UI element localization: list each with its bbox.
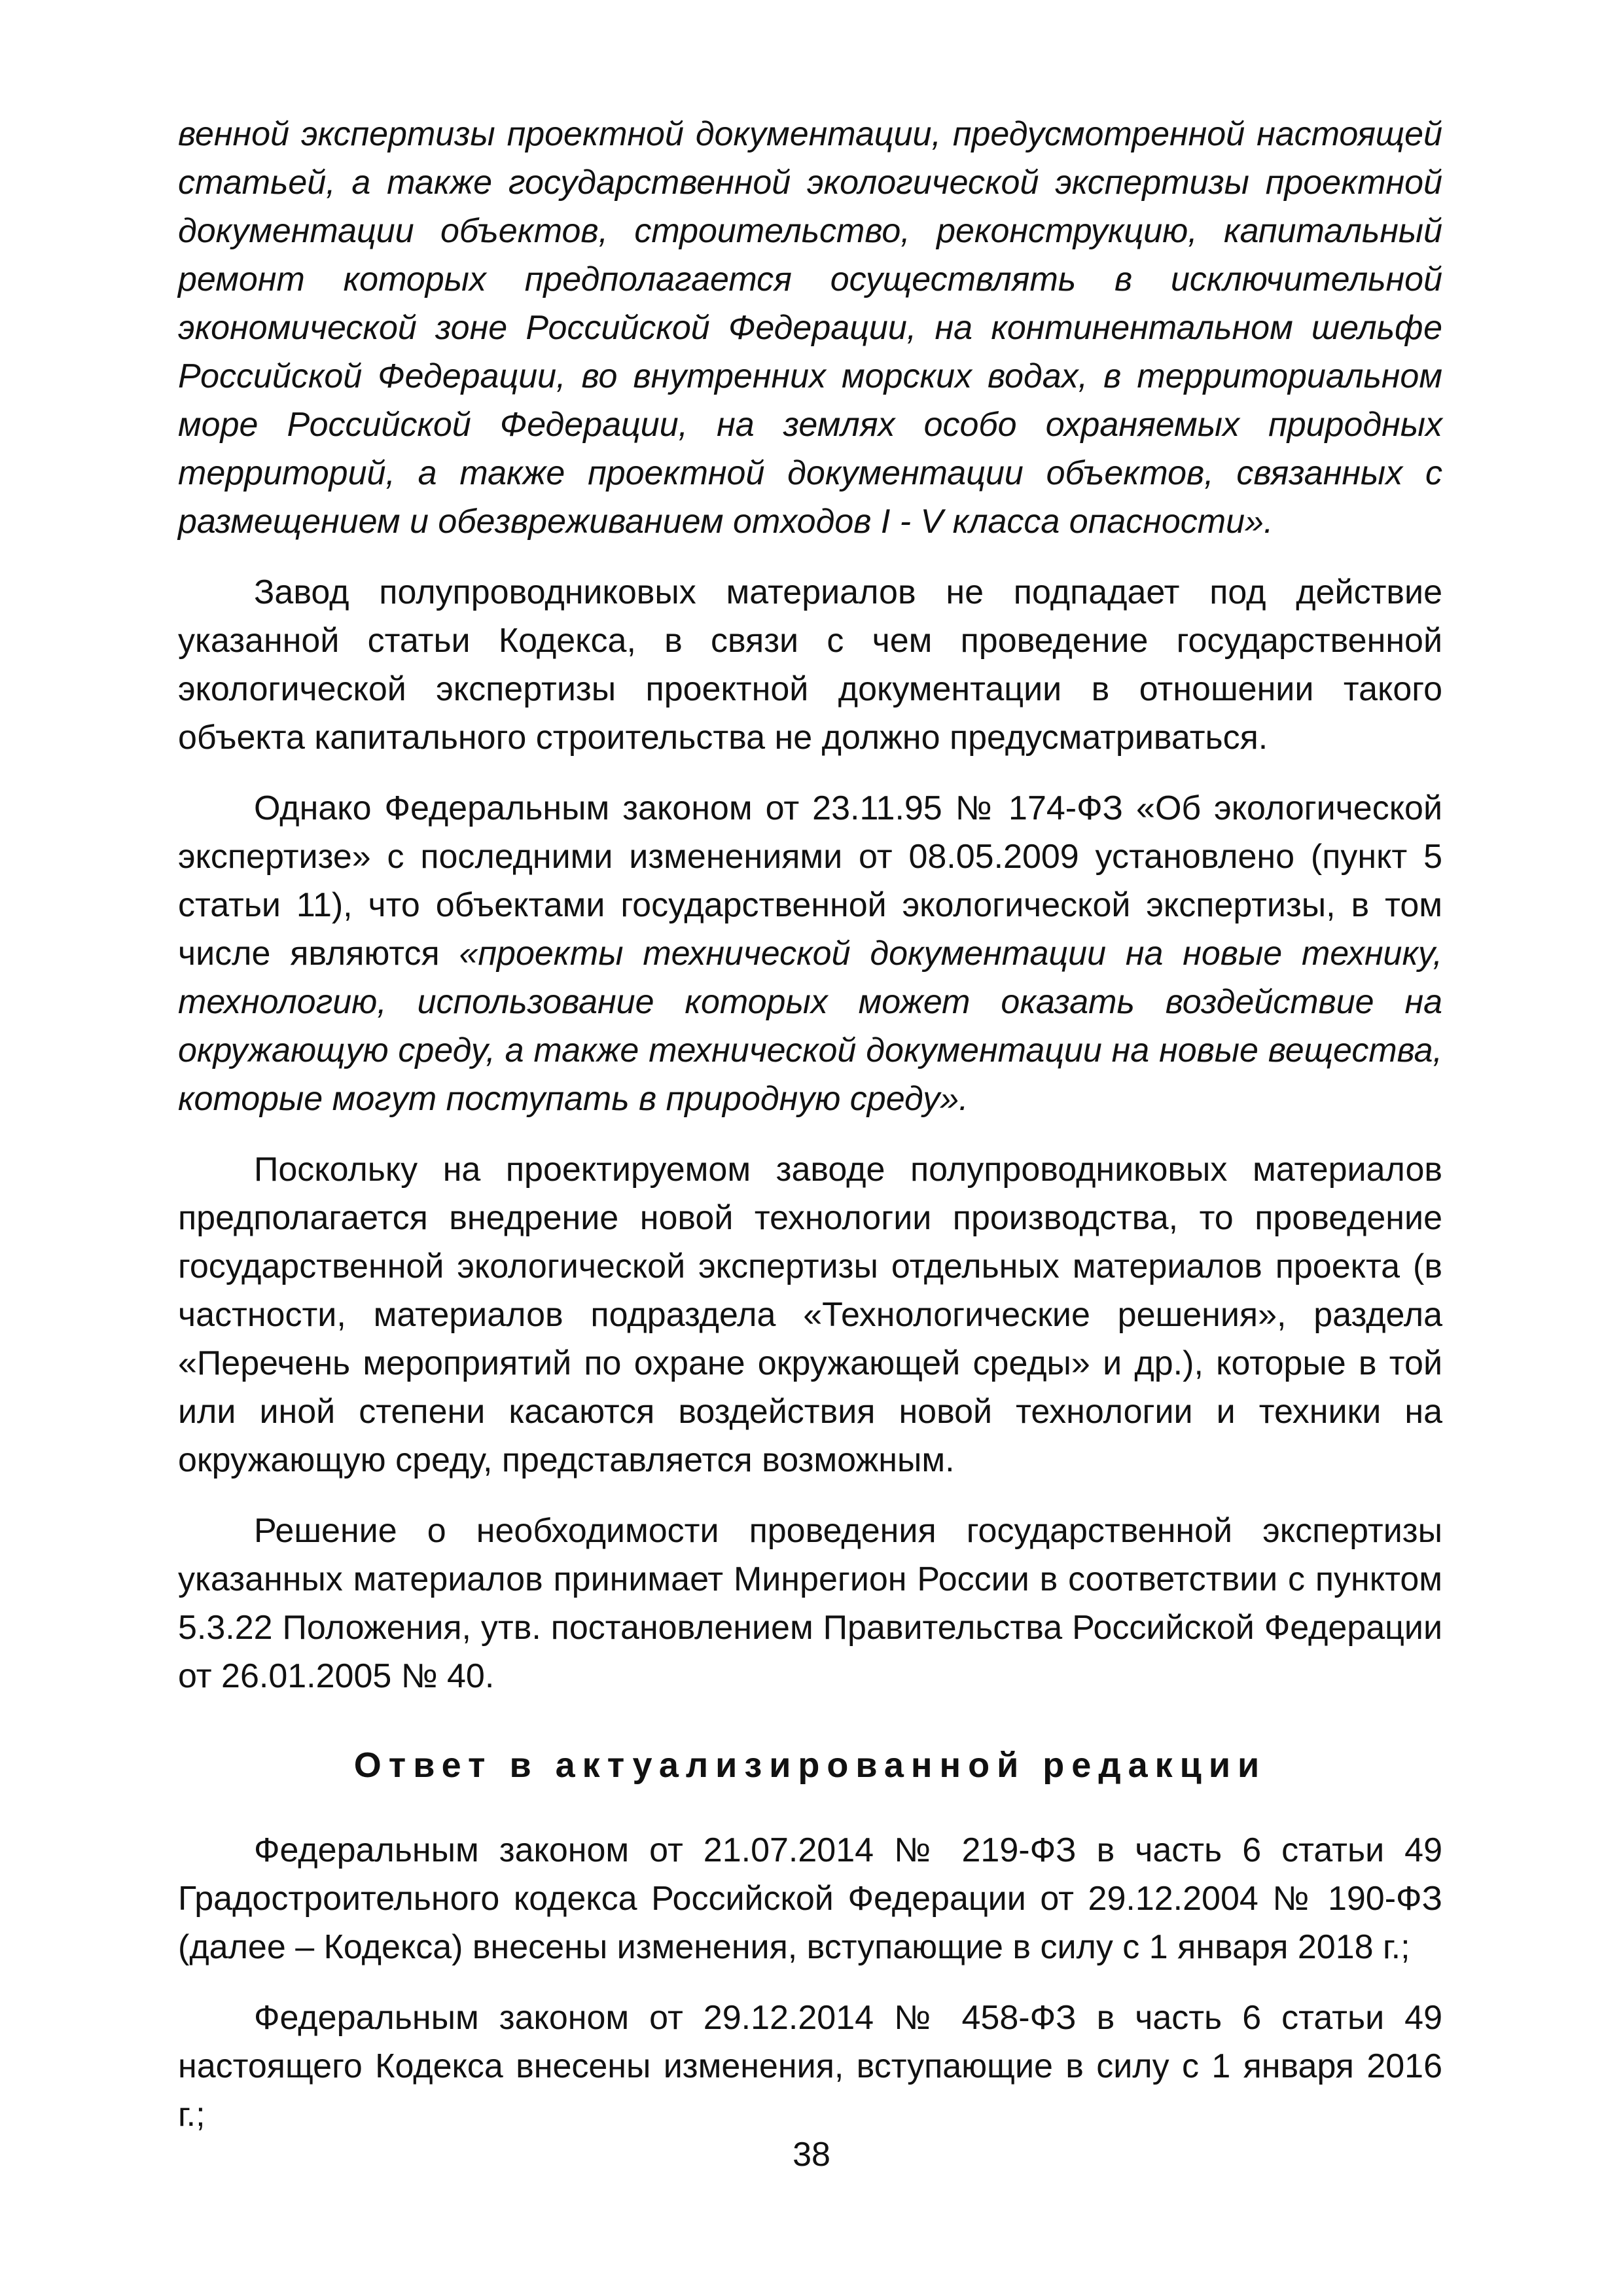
paragraph-new-technology: Поскольку на проектируемом заводе полупроводниковых материалов предполагается внедрение новой технологии производства, то проведение государственной экологической экспертизы отдельных материалов проекта (в частности, материалов подраздела «Технологические решения», раздела «Перечень мероприятий по охране окружающей среды» и др.), которые в той или иной степени касаются воздействия новой технологии и техники на окружающую среду, представляется возможным. (178, 1151, 1442, 1479)
page-body (178, 110, 1442, 2139)
law-174-text: Однако Федеральным законом от 23.11.95 № 174-ФЗ «Об экологической экспертизе» с последними изменениями от 08.05.2009 установлено (пункт 5 статьи 11), что объектами государственной экологической экспертизы, в том числе являются (178, 789, 1442, 973)
paragraph-federal-law-174 (178, 784, 1442, 1123)
law-174-quote: «проекты технической документации на новые технику, технологию, использование которых может оказать воздействие на окружающую среду, а также технической документации на новые вещества, которые могут поступать в природную среду». (178, 935, 1442, 1118)
page-number: 38 (793, 2136, 830, 2174)
section-title: Ответ в актуализированной редакции (353, 1746, 1267, 1785)
paragraph-law-219: Федеральным законом от 21.07.2014 № 219-ФЗ в часть 6 статьи 49 Градостроительного кодекса Российской Федерации от 29.12.2004 № 190-ФЗ (далее – Кодекса) внесены изменения, вступающие в силу с 1 января 2018 г.; (178, 1831, 1442, 1966)
paragraph-minregion-decision: Решение о необходимости проведения государственной экспертизы указанных материалов принимает Минрегион России в соответствии с пунктом 5.3.22 Положения, утв. постановлением Правительства Российской Федерации от 26.01.2005 № 40. (178, 1512, 1442, 1695)
paragraph-law-458: Федеральным законом от 29.12.2014 № 458-ФЗ в часть 6 статьи 49 настоящего Кодекса внесены изменения, вступающие в силу с 1 января 2016 г.; (178, 1999, 1442, 2134)
paragraph-plant-status: Завод полупроводниковых материалов не подпадает под действие указанной статьи Кодекса, в связи с чем проведение государственной экологической экспертизы проектной документации в отношении такого объекта капитального строительства не должно предусматриваться. (178, 573, 1442, 757)
paragraph-quote-continuation: венной экспертизы проектной документации, предусмотренной настоящей статьей, а также государственной экологической экспертизы проектной документации объектов, строительство, реконструкцию, капитальный ремонт которых предполагается осуществлять в исключительной экономической зоне Российской Федерации, на континентальном шельфе Российской Федерации, во внутренних морских водах, в территориальном море Российской Федерации, на землях особо охраняемых природных территорий, а также проектной документации объектов, связанных с размещением и обезвреживанием отходов I - V класса опасности». (178, 115, 1442, 541)
